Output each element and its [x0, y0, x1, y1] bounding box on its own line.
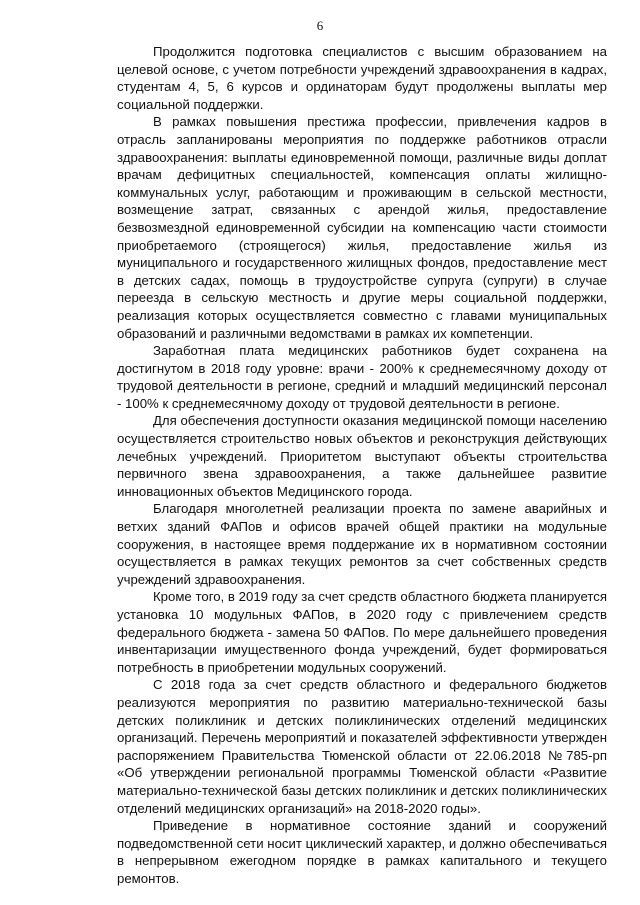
paragraph-modular-buildings: Благодаря многолетней реализации проекта по замене аварийных и ветхих зданий ФАПов и офисов врачей общей практики на модульные сооружения, в настоящее время поддержание их в нормативном состоянии осуществляется в рамках текущих ремонтов за счет собственных средств учреждений здравоохранения. [117, 501, 607, 587]
paragraph-training: Продолжится подготовка специалистов с высшим образованием на целевой основе, с учетом потребности учреждений здравоохранения в кадрах, студентам 4, 5, 6 курсов и ординаторам будут продолжены выплаты мер социальной поддержки. [117, 44, 607, 112]
paragraph-staff-support: В рамках повышения престижа профессии, привлечения кадров в отрасль запланированы мероприятия по поддержке работников отрасли здравоохранения: выплаты единовременной помощи, различные виды доплат врачам дефицитных специальностей, компенсация оплаты жилищно-коммунальных услуг, работающим и проживающим в сельской местности, возмещение затрат, связанных с арендой жилья, предоставление безвозмездной единовременной субсидии на компенсацию части стоимости приобретаемого (строящегося) жилья, предоставление жилья из муниципального и государственного жилищных фондов, предоставление мест в детских садах, помощь в трудоустройстве супруга (супруги) в случае переезда в сельскую местность и другие меры социальной поддержки, реализация которых осуществляется совместно с главами муниципальных образований и различными ведомствами в рамках их компетенции. [117, 114, 607, 341]
paragraph-maintenance: Приведение в нормативное состояние зданий и сооружений подведомственной сети носит циклический характер, и должно обеспечиваться в непрерывном ежегодном порядке в рамках капитального и текущего ремонтов. [117, 818, 607, 886]
paragraph-childrens-clinics: С 2018 года за счет средств областного и федерального бюджетов реализуются мероприятия по развитию материально-технической базы детских поликлиник и детских поликлинических отделений медицинских организаций. Перечень мероприятий и показателей эффективности утвержден распоряжением Правительства Тюменской области от 22.06.2018 №785-рп «Об утверждении региональной программы Тюменской области «Развитие материально-технической базы детских поликлиник и детских поликлинических отделений медицинских организаций» на 2018-2020 годы». [117, 677, 607, 816]
page-number: 6 [316, 18, 324, 33]
paragraph-salary: Заработная плата медицинских работников будет сохранена на достигнутом в 2018 году уровне: врачи - 200% к среднемесячному доходу от трудовой деятельности в регионе, средний и младший медицинский персонал - 100% к среднемесячному доходу от трудовой деятельности в регионе. [117, 343, 607, 411]
paragraph-construction: Для обеспечения доступности оказания медицинской помощи населению осуществляется строительство новых объектов и реконструкция действующих лечебных учреждений. Приоритетом выступают объекты строительства первичного звена здравоохранения, а также дальнейшее развитие инновационных объектов Медицинского города. [117, 413, 607, 499]
paragraph-fap-plans: Кроме того, в 2019 году за счет средств областного бюджета планируется установка 10 модульных ФАПов, в 2020 году с привлечением средств федерального бюджета - замена 50 ФАПов. По мере дальнейшего проведения инвентаризации имущественного фонда учреждений, будет формироваться потребность в приобретении модульных сооружений. [117, 589, 607, 675]
document-body [117, 43, 607, 888]
